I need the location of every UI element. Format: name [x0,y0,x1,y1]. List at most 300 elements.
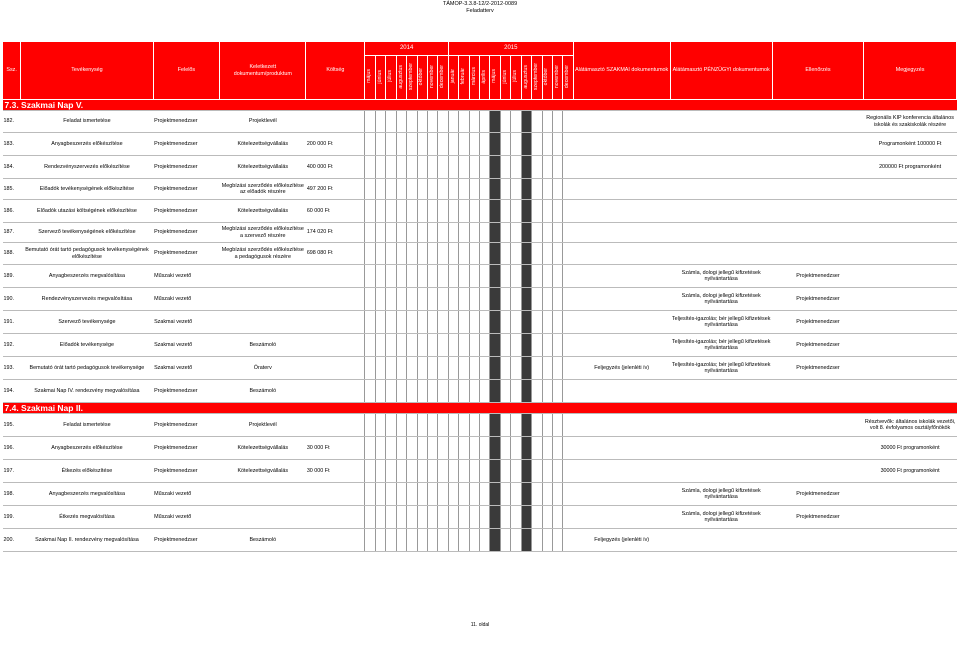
professional-docs-cell [573,179,670,200]
gantt-month-cell [542,334,552,357]
gantt-month-cell [459,380,469,403]
gantt-month-cell [427,223,437,243]
gantt-month-cell [448,437,458,460]
gantt-month-cell [542,529,552,552]
gantt-month-cell [552,437,562,460]
gantt-month-cell [365,380,375,403]
professional-docs-cell [573,200,670,223]
gantt-month-cell [490,311,500,334]
gantt-month-cell [480,437,490,460]
gantt-month-cell [459,311,469,334]
professional-docs-cell [573,414,670,437]
activity-cell: Előadók utazási költségének előkészítése [21,200,153,223]
gantt-month-cell [532,460,542,483]
responsible-cell: Projektmenedzser [153,437,220,460]
gantt-month-cell [490,179,500,200]
section-title: 7.4. Szakmai Nap II. [3,403,957,414]
gantt-month-cell [438,483,449,506]
cost-cell [306,357,365,380]
gantt-month-cell [427,179,437,200]
gantt-month-cell [459,243,469,265]
gantt-month-cell [532,414,542,437]
remark-cell: Programonként 100000 Ft [864,133,957,156]
month-header: december [438,56,449,100]
gantt-month-cell [542,460,552,483]
review-cell [772,156,863,179]
row-number: 191. [3,311,21,334]
gantt-month-cell [490,200,500,223]
gantt-month-cell [552,483,562,506]
gantt-month-cell [500,223,510,243]
gantt-month-cell [521,483,531,506]
gantt-month-cell [552,243,562,265]
professional-docs-cell [573,111,670,133]
gantt-month-cell [500,506,510,529]
row-number: 188. [3,243,21,265]
gantt-month-cell [427,311,437,334]
gantt-month-cell [407,506,417,529]
gantt-month-cell [490,529,500,552]
gantt-month-cell [511,179,521,200]
month-header: április [480,56,490,100]
gantt-month-cell [552,506,562,529]
gantt-month-cell [542,414,552,437]
gantt-month-cell [459,460,469,483]
gantt-month-cell [407,483,417,506]
gantt-month-cell [480,460,490,483]
gantt-month-cell [375,223,385,243]
gantt-month-cell [459,200,469,223]
responsible-cell: Projektmenedzser [153,460,220,483]
gantt-month-cell [448,111,458,133]
gantt-month-cell [521,380,531,403]
gantt-month-cell [542,156,552,179]
gantt-month-cell [396,506,406,529]
gantt-month-cell [532,357,542,380]
gantt-month-cell [407,437,417,460]
gantt-month-cell [542,200,552,223]
responsible-cell: Szakmai vezető [153,311,220,334]
gantt-month-cell [438,223,449,243]
gantt-month-cell [542,223,552,243]
gantt-month-cell [448,483,458,506]
gantt-month-cell [375,311,385,334]
financial-docs-cell [670,223,772,243]
gantt-month-cell [396,111,406,133]
gantt-month-cell [396,529,406,552]
table-row [3,357,957,380]
activity-cell: Feladat ismertetése [21,414,153,437]
gantt-month-cell [532,200,542,223]
document-cell: Projektlevél [220,414,306,437]
gantt-month-cell [459,111,469,133]
gantt-month-cell [365,357,375,380]
activity-cell: Étkezés előkészítése [21,460,153,483]
gantt-month-cell [427,357,437,380]
gantt-month-cell [448,200,458,223]
cost-cell [306,311,365,334]
gantt-month-cell [511,437,521,460]
professional-docs-cell [573,243,670,265]
gantt-month-cell [490,460,500,483]
gantt-month-cell [490,133,500,156]
gantt-month-cell [552,133,562,156]
gantt-month-cell [542,506,552,529]
gantt-month-cell [417,265,427,288]
gantt-month-cell [511,200,521,223]
gantt-month-cell [448,357,458,380]
gantt-month-cell [469,529,479,552]
gantt-month-cell [563,179,573,200]
gantt-month-cell [490,357,500,380]
responsible-cell: Műszaki vezető [153,265,220,288]
responsible-cell: Projektmenedzser [153,223,220,243]
document-cell: Megbízási szerződés előkészítése a szervező részére [220,223,306,243]
gantt-month-cell [459,506,469,529]
gantt-month-cell [365,506,375,529]
gantt-month-cell [365,111,375,133]
financial-docs-cell [670,414,772,437]
gantt-month-cell [407,156,417,179]
review-cell [772,380,863,403]
gantt-month-cell [438,265,449,288]
gantt-month-cell [521,200,531,223]
cost-cell [306,414,365,437]
gantt-month-cell [365,156,375,179]
gantt-month-cell [511,243,521,265]
gantt-month-cell [375,156,385,179]
gantt-month-cell [542,380,552,403]
gantt-month-cell [386,506,396,529]
gantt-month-cell [532,288,542,311]
cost-cell [306,483,365,506]
table-row [3,483,957,506]
gantt-month-cell [396,243,406,265]
row-number: 187. [3,223,21,243]
remark-cell [864,483,957,506]
gantt-month-cell [532,265,542,288]
gantt-month-cell [365,437,375,460]
gantt-month-cell [480,133,490,156]
gantt-month-cell [500,156,510,179]
gantt-month-cell [427,133,437,156]
gantt-month-cell [480,334,490,357]
gantt-month-cell [480,288,490,311]
gantt-month-cell [521,529,531,552]
gantt-month-cell [365,529,375,552]
gantt-month-cell [469,483,479,506]
gantt-month-cell [500,529,510,552]
gantt-month-cell [552,334,562,357]
gantt-month-cell [511,288,521,311]
gantt-month-cell [459,529,469,552]
gantt-month-cell [469,133,479,156]
gantt-month-cell [480,357,490,380]
gantt-month-cell [396,483,406,506]
activity-cell: Bemutató órát tartó pedagógusok tevékenysége [21,357,153,380]
gantt-month-cell [396,223,406,243]
gantt-month-cell [480,311,490,334]
section-header [3,403,957,414]
month-header: május [365,56,375,100]
month-header: november [427,56,437,100]
task-schedule-table [2,41,957,552]
gantt-month-cell [552,111,562,133]
gantt-month-cell [532,111,542,133]
gantt-month-cell [490,223,500,243]
gantt-month-cell [375,414,385,437]
review-cell [772,460,863,483]
gantt-month-cell [459,223,469,243]
gantt-month-cell [532,529,542,552]
gantt-month-cell [427,243,437,265]
cost-cell [306,334,365,357]
gantt-month-cell [552,529,562,552]
cost-cell [306,380,365,403]
table-row [3,133,957,156]
gantt-month-cell [542,357,552,380]
section-header [3,100,957,111]
month-header: november [552,56,562,100]
document-cell: Megbízási szerződés előkészítése a pedagógusok részére [220,243,306,265]
gantt-month-cell [532,334,542,357]
cost-cell: 497 200 Ft [306,179,365,200]
gantt-month-cell [396,156,406,179]
gantt-month-cell [511,380,521,403]
gantt-month-cell [521,111,531,133]
gantt-month-cell [365,483,375,506]
gantt-month-cell [532,156,542,179]
responsible-cell: Projektmenedzser [153,529,220,552]
gantt-month-cell [511,223,521,243]
gantt-month-cell [521,311,531,334]
gantt-month-cell [407,357,417,380]
gantt-month-cell [469,223,479,243]
document-cell: Óraterv [220,357,306,380]
gantt-month-cell [469,437,479,460]
table-row [3,288,957,311]
gantt-month-cell [375,357,385,380]
gantt-month-cell [542,111,552,133]
gantt-month-cell [407,133,417,156]
col-dokumentum: Keletkezett dokumentum/produktum [220,42,306,100]
gantt-month-cell [417,506,427,529]
gantt-month-cell [417,460,427,483]
gantt-month-cell [417,200,427,223]
remark-cell: Résztvevők: általános iskolák vezetői, volt 8. évfolyamos osztályfőnökök [864,414,957,437]
responsible-cell: Műszaki vezető [153,506,220,529]
gantt-month-cell [386,437,396,460]
gantt-month-cell [563,265,573,288]
gantt-month-cell [563,529,573,552]
gantt-month-cell [386,483,396,506]
table-row [3,111,957,133]
financial-docs-cell [670,437,772,460]
gantt-month-cell [365,223,375,243]
gantt-month-cell [365,133,375,156]
financial-docs-cell [670,200,772,223]
gantt-month-cell [469,460,479,483]
gantt-month-cell [469,156,479,179]
gantt-month-cell [532,506,542,529]
gantt-month-cell [407,111,417,133]
gantt-month-cell [521,265,531,288]
gantt-month-cell [480,243,490,265]
gantt-month-cell [438,243,449,265]
gantt-month-cell [427,529,437,552]
document-cell: Kötelezettségvállalás [220,200,306,223]
remark-cell [864,506,957,529]
gantt-month-cell [417,179,427,200]
gantt-month-cell [386,133,396,156]
gantt-month-cell [407,288,417,311]
financial-docs-cell: Számla, dologi jellegű kifizetések nyilvántartása [670,288,772,311]
month-header: augusztus [396,56,406,100]
professional-docs-cell: Feljegyzés (jelenléti ív) [573,529,670,552]
gantt-month-cell [542,288,552,311]
professional-docs-cell: Feljegyzés (jelenléti ív) [573,357,670,380]
gantt-month-cell [407,529,417,552]
row-number: 192. [3,334,21,357]
gantt-month-cell [448,243,458,265]
gantt-month-cell [469,506,479,529]
gantt-month-cell [563,506,573,529]
gantt-month-cell [375,506,385,529]
professional-docs-cell [573,156,670,179]
gantt-month-cell [542,133,552,156]
gantt-month-cell [552,288,562,311]
gantt-month-cell [438,460,449,483]
gantt-month-cell [438,311,449,334]
gantt-month-cell [407,380,417,403]
cost-cell: 30 000 Ft [306,437,365,460]
remark-cell [864,179,957,200]
gantt-month-cell [563,357,573,380]
review-cell [772,414,863,437]
cost-cell [306,506,365,529]
gantt-month-cell [490,483,500,506]
remark-cell [864,265,957,288]
gantt-month-cell [386,311,396,334]
financial-docs-cell [670,529,772,552]
gantt-month-cell [469,111,479,133]
gantt-month-cell [386,460,396,483]
responsible-cell: Szakmai vezető [153,334,220,357]
gantt-month-cell [552,311,562,334]
responsible-cell: Projektmenedzser [153,414,220,437]
gantt-month-cell [448,380,458,403]
remark-cell [864,380,957,403]
gantt-month-cell [365,265,375,288]
professional-docs-cell [573,483,670,506]
row-number: 184. [3,156,21,179]
gantt-month-cell [552,414,562,437]
activity-cell: Előadók tevékenységének előkészítése [21,179,153,200]
remark-cell [864,243,957,265]
gantt-month-cell [480,223,490,243]
activity-cell: Rendezvényszervezés megvalósítása [21,288,153,311]
gantt-month-cell [480,111,490,133]
row-number: 185. [3,179,21,200]
gantt-month-cell [375,437,385,460]
gantt-month-cell [438,380,449,403]
gantt-month-cell [469,288,479,311]
responsible-cell: Szakmai vezető [153,357,220,380]
gantt-month-cell [563,111,573,133]
remark-cell [864,200,957,223]
gantt-month-cell [427,156,437,179]
project-code: TÁMOP-3.3.8-12/2-2012-0089 [442,1,518,7]
gantt-month-cell [490,414,500,437]
table-row [3,414,957,437]
activity-cell: Étkezés megvalósítása [21,506,153,529]
gantt-month-cell [438,529,449,552]
remark-cell [864,288,957,311]
month-header: október [417,56,427,100]
gantt-month-cell [438,334,449,357]
gantt-month-cell [521,334,531,357]
table-row [3,380,957,403]
remark-cell [864,311,957,334]
gantt-month-cell [532,483,542,506]
gantt-month-cell [417,243,427,265]
month-header: december [563,56,573,100]
gantt-month-cell [448,265,458,288]
gantt-month-cell [490,111,500,133]
gantt-month-cell [365,311,375,334]
gantt-month-cell [490,265,500,288]
responsible-cell: Projektmenedzser [153,243,220,265]
gantt-month-cell [386,414,396,437]
gantt-month-cell [552,200,562,223]
gantt-month-cell [500,357,510,380]
gantt-month-cell [396,265,406,288]
gantt-month-cell [500,265,510,288]
review-cell [772,437,863,460]
table-row [3,529,957,552]
gantt-month-cell [459,179,469,200]
gantt-month-cell [427,111,437,133]
gantt-month-cell [407,460,417,483]
row-number: 197. [3,460,21,483]
gantt-month-cell [407,265,417,288]
gantt-month-cell [532,380,542,403]
gantt-month-cell [521,437,531,460]
gantt-month-cell [563,311,573,334]
cost-cell: 60 000 Ft [306,200,365,223]
gantt-month-cell [407,311,417,334]
gantt-month-cell [375,243,385,265]
cost-cell [306,265,365,288]
gantt-month-cell [490,437,500,460]
gantt-month-cell [469,243,479,265]
gantt-month-cell [469,311,479,334]
table-row [3,506,957,529]
gantt-month-cell [500,460,510,483]
gantt-month-cell [500,414,510,437]
activity-cell: Bemutató órát tartó pedagógusok tevékenységének előkészítése [21,243,153,265]
professional-docs-cell [573,506,670,529]
financial-docs-cell: Számla, dologi jellegű kifizetések nyilvántartása [670,483,772,506]
gantt-month-cell [448,414,458,437]
gantt-month-cell [469,200,479,223]
gantt-month-cell [417,357,427,380]
month-header: július [511,56,521,100]
cost-cell: 30 000 Ft [306,460,365,483]
col-megjegyzes: Megjegyzés [864,42,957,100]
gantt-month-cell [427,380,437,403]
gantt-month-cell [407,200,417,223]
